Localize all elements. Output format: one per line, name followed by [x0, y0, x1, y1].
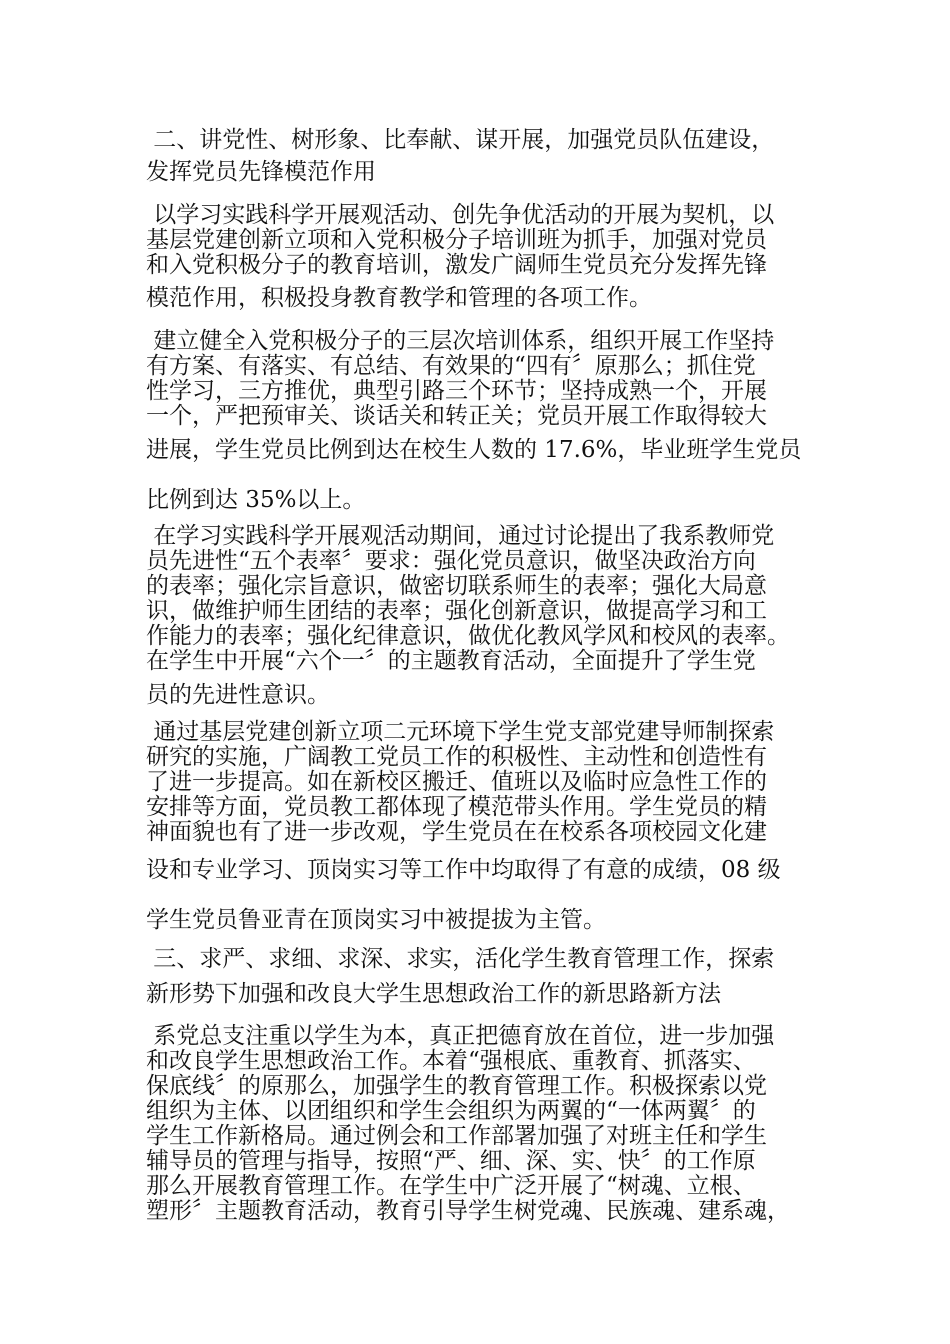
- text-line: 作能力的表率；强化纪律意识，做优化教风学风和校风的表率。: [146, 623, 790, 649]
- text-line: 和入党积极分子的教育培训，激发广阔师生党员充分发挥先锋: [146, 252, 767, 278]
- text-line: 比例到达 35%以上。: [146, 487, 366, 513]
- text-line: 系党总支注重以学生为本，真正把德育放在首位，进一步加强: [146, 1023, 775, 1049]
- text-line: 进展，学生党员比例到达在校生人数的 17.6%，毕业班学生党员: [146, 437, 802, 463]
- text-line: 识，做维护师生团结的表率；强化创新意识，做提高学习和工: [146, 598, 767, 624]
- text-line: 神面貌也有了进一步改观，学生党员在在校系各项校园文化建: [146, 819, 767, 845]
- text-line: 员先进性“五个表率〞要求：强化党员意识，做坚决政治方向: [146, 548, 756, 574]
- text-line: 性学习，三方推优，典型引路三个环节；坚持成熟一个，开展: [146, 378, 767, 404]
- text-line: 通过基层党建创新立项二元环境下学生党支部党建导师制探索: [146, 719, 775, 745]
- text-line: 那么开展教育管理工作。在学生中广泛开展了“树魂、立根、: [146, 1173, 756, 1199]
- text-line: 一个，严把预审关、谈话关和转正关；党员开展工作取得较大: [146, 403, 767, 429]
- text-line: 塑形〞主题教育活动，教育引导学生树党魂、民族魂、建系魂，: [146, 1198, 790, 1224]
- text-line: 建立健全入党积极分子的三层次培训体系，组织开展工作坚持: [146, 328, 775, 354]
- text-line: 以学习实践科学开展观活动、创先争优活动的开展为契机，以: [146, 202, 775, 228]
- text-line: 组织为主体、以团组织和学生会组织为两翼的“一体两翼〞的: [146, 1098, 756, 1124]
- text-line: 新形势下加强和改良大学生思想政治工作的新思路新方法: [146, 981, 721, 1007]
- text-line: 保底线〞的原那么，加强学生的教育管理工作。积极探索以党: [146, 1073, 767, 1099]
- text-line: 有方案、有落实、有总结、有效果的“四有〞原那么；抓住党: [146, 353, 756, 379]
- text-line: 三、求严、求细、求深、求实，活化学生教育管理工作，探索: [146, 946, 775, 972]
- text-line: 二、讲党性、树形象、比奉献、谋开展，加强党员队伍建设，: [146, 127, 775, 153]
- text-line: 设和专业学习、顶岗实习等工作中均取得了有意的成绩，08 级: [146, 857, 781, 883]
- text-line: 了进一步提高。如在新校区搬迁、值班以及临时应急性工作的: [146, 769, 767, 795]
- text-line: 在学习实践科学开展观活动期间，通过讨论提出了我系教师党: [146, 523, 775, 549]
- text-line: 在学生中开展“六个一〞的主题教育活动，全面提升了学生党: [146, 648, 756, 674]
- text-line: 员的先进性意识。: [146, 682, 330, 708]
- text-line: 和改良学生思想政治工作。本着“强根底、重教育、抓落实、: [146, 1048, 756, 1074]
- text-line: 模范作用，积极投身教育教学和管理的各项工作。: [146, 285, 652, 311]
- text-line: 发挥党员先锋模范作用: [146, 159, 376, 185]
- text-line: 基层党建创新立项和入党积极分子培训班为抓手，加强对党员: [146, 227, 767, 253]
- text-line: 学生工作新格局。通过例会和工作部署加强了对班主任和学生: [146, 1123, 767, 1149]
- text-line: 研究的实施，广阔教工党员工作的积极性、主动性和创造性有: [146, 744, 767, 770]
- text-line: 学生党员鲁亚青在顶岗实习中被提拔为主管。: [146, 907, 606, 933]
- text-line: 辅导员的管理与指导，按照“严、细、深、实、快〞的工作原: [146, 1148, 756, 1174]
- text-line: 安排等方面，党员教工都体现了模范带头作用。学生党员的精: [146, 794, 767, 820]
- text-line: 的表率；强化宗旨意识，做密切联系师生的表率；强化大局意: [146, 573, 767, 599]
